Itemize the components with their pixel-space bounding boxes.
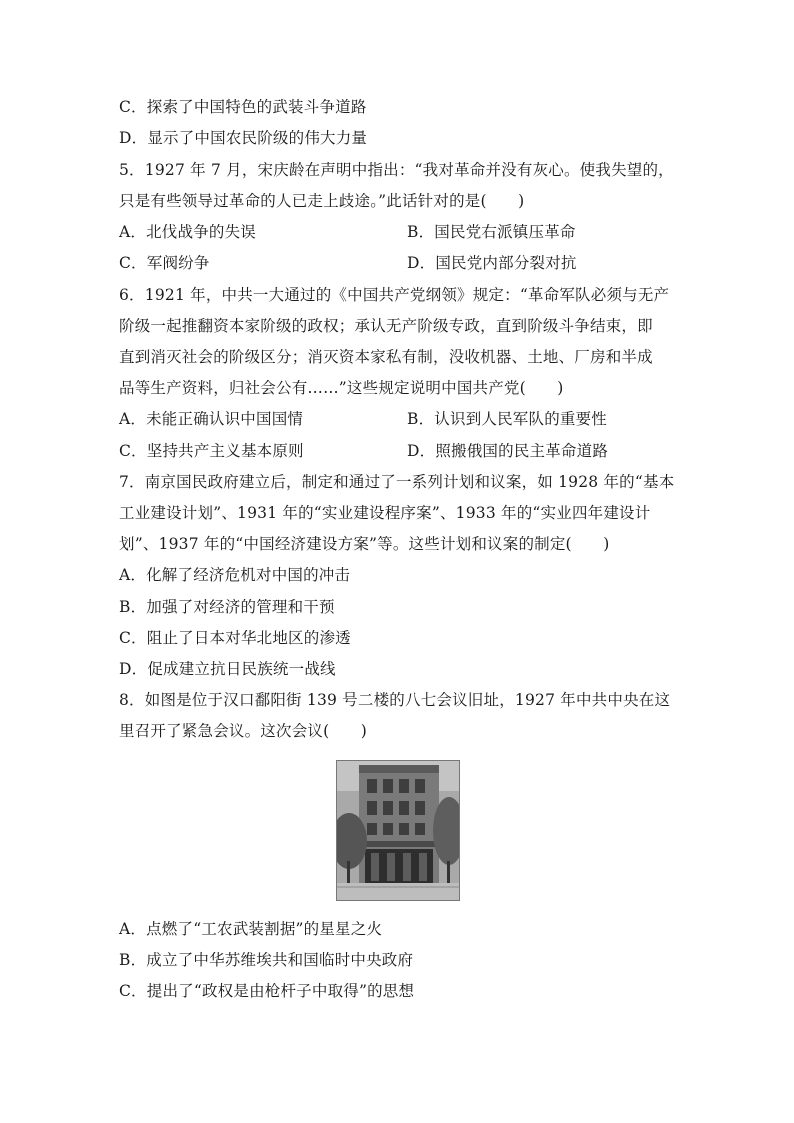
q5-stem-line-2: 只是有些领导过革命的人已走上歧途。”此话针对的是( ) (119, 192, 525, 210)
q4-option-c: C．探索了中国特色的武装斗争道路 (119, 98, 367, 116)
q8-option-c: C．提出了“政权是由枪杆子中取得”的思想 (119, 982, 415, 1000)
q7-option-a: A．化解了经济危机对中国的冲击 (119, 566, 351, 584)
q6-stem-line-3: 直到消灭社会的阶级区分；消灭资本家私有制，没收机器、土地、厂房和半成 (119, 348, 653, 366)
q6-stem-line-4: 品等生产资料，归社会公有……”这些规定说明中国共产党( ) (119, 379, 564, 397)
q5-stem-line-1: 5．1927 年 7 月，宋庆龄在声明中指出：“我对革命并没有灰心。使我失望的， (119, 161, 674, 179)
q5-option-c: C．军阀纷争 (119, 254, 210, 272)
q6-stem-line-1: 6．1921 年，中共一大通过的《中国共产党纲领》规定：“革命军队必须与无产 (119, 286, 670, 304)
q6-option-c: C．坚持共产主义基本原则 (119, 442, 304, 460)
q6-option-d: D．照搬俄国的民主革命道路 (407, 442, 609, 460)
q6-option-b: B．认识到人民军队的重要性 (407, 410, 607, 428)
q7-stem-line-3: 划”、1937 年的“中国经济建设方案”等。这些计划和议案的制定( ) (119, 535, 610, 553)
q7-option-c: C．阻止了日本对华北地区的渗透 (119, 629, 351, 647)
q5-option-a: A．北伐战争的失误 (119, 223, 256, 241)
q5-option-d: D．国民党内部分裂对抗 (407, 254, 577, 272)
q4-option-d: D．显示了中国农民阶级的伟大力量 (119, 129, 368, 147)
q5-option-b: B．国民党右派镇压革命 (407, 223, 576, 241)
q8-option-a: A．点燃了“工农武装割据”的星星之火 (119, 920, 383, 938)
q6-option-a: A．未能正确认识中国国情 (119, 410, 304, 428)
q6-options-row-2 (119, 440, 679, 462)
q7-stem-line-2: 工业建设计划”、1931 年的“实业建设程序案”、1933 年的“实业四年建设计 (119, 504, 651, 522)
q7-stem-line-1: 7．南京国民政府建立后，制定和通过了一系列计划和议案，如 1928 年的“基本 (119, 473, 675, 491)
q8-stem-line-1: 8．如图是位于汉口鄱阳街 139 号二楼的八七会议旧址，1927 年中共中央在这 (119, 691, 671, 709)
q5-options-row-1 (119, 221, 679, 243)
baqi-meeting-site-photo (336, 760, 460, 901)
building-illustration (337, 761, 459, 900)
q6-options-row-1 (119, 408, 679, 430)
q7-option-b: B．加强了对经济的管理和干预 (119, 598, 335, 616)
q8-option-b: B．成立了中华苏维埃共和国临时中央政府 (119, 951, 414, 969)
q7-option-d: D．促成建立抗日民族统一战线 (119, 660, 336, 678)
q5-options-row-2 (119, 252, 679, 274)
q6-stem-line-2: 阶级一起推翻资本家阶级的政权；承认无产阶级专政，直到阶级斗争结束，即 (119, 317, 653, 335)
q8-stem-line-2: 里召开了紧急会议。这次会议( ) (119, 722, 367, 740)
